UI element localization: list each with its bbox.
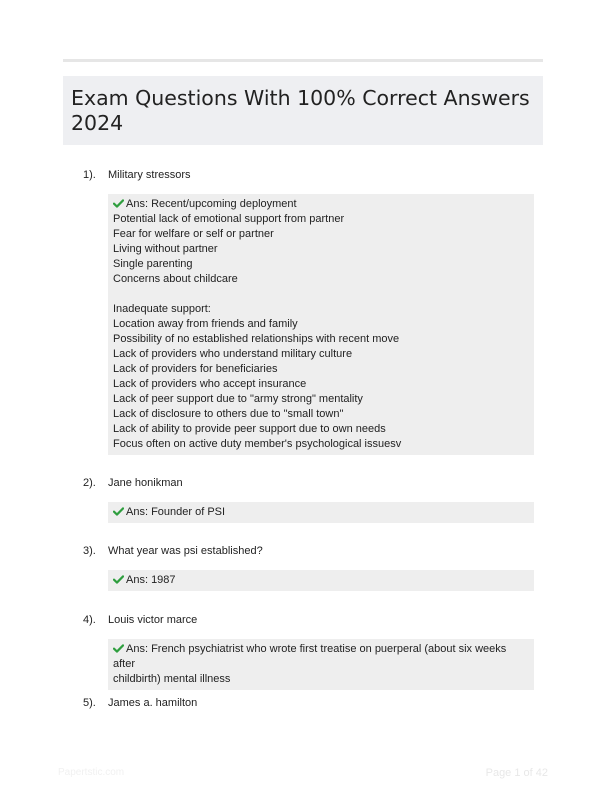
answer-text: Living without partner: [113, 243, 218, 255]
question-text: Jane honikman: [108, 477, 183, 489]
answer-text: Lack of providers for beneficiaries: [113, 363, 278, 375]
document-title: Exam Questions With 100% Correct Answers 2024: [71, 86, 530, 135]
answer-line: [113, 257, 529, 272]
question-text: Louis victor marce: [108, 614, 198, 626]
answer-line: [113, 287, 529, 302]
answer-line: [113, 392, 529, 407]
answer-box: [108, 639, 534, 690]
checkmark-icon: [113, 575, 124, 584]
checkmark-icon: [113, 507, 124, 516]
answer-line: [113, 242, 529, 257]
question-number: 4).: [83, 614, 96, 626]
answer-line: [113, 197, 529, 212]
answer-line: [113, 672, 529, 687]
answer-line: [113, 407, 529, 422]
answer-line: [113, 272, 529, 287]
answer-line: [113, 505, 529, 520]
checkmark-icon: [113, 644, 124, 653]
question-number: 3).: [83, 545, 96, 557]
question-text: What year was psi established?: [108, 545, 263, 557]
answer-text: Ans: Recent/upcoming deployment: [126, 198, 297, 210]
top-divider: [63, 59, 543, 62]
answer-text: Focus often on active duty member's psychological issuesv: [113, 438, 402, 450]
answer-line: [113, 212, 529, 227]
answer-text: Inadequate support:: [113, 303, 211, 315]
answer-line: [113, 377, 529, 392]
answer-line: [113, 642, 529, 672]
answer-line: [113, 362, 529, 377]
title-banner: [63, 76, 543, 145]
question-text: James a. hamilton: [108, 697, 198, 709]
answer-box: [108, 502, 534, 523]
checkmark-icon: [113, 199, 124, 208]
answer-line: [113, 332, 529, 347]
answer-text: Lack of peer support due to "army strong" mentality: [113, 393, 363, 405]
answer-text: Single parenting: [113, 258, 193, 270]
question-number: 2).: [83, 477, 96, 489]
question-text: Military stressors: [108, 169, 191, 181]
answer-box: [108, 570, 534, 591]
answer-line: [113, 227, 529, 242]
answer-text: Lack of ability to provide peer support due to own needs: [113, 423, 386, 435]
question-number: 1).: [83, 169, 96, 181]
answer-box: [108, 194, 534, 455]
answer-text: Location away from friends and family: [113, 318, 298, 330]
answer-line: [113, 302, 529, 317]
answer-text: Potential lack of emotional support from partner: [113, 213, 345, 225]
answer-text: Fear for welfare or self or partner: [113, 228, 274, 240]
footer-watermark: Papertstic.com: [58, 767, 125, 778]
answer-line: [113, 437, 529, 452]
answer-line: [113, 573, 529, 588]
page-number: Page 1 of 42: [485, 767, 548, 779]
answer-text: Ans: 1987: [126, 574, 176, 586]
answer-text: Ans: French psychiatrist who wrote first treatise on puerperal (about six weeks after: [113, 643, 510, 670]
answer-line: [113, 347, 529, 362]
answer-text: Lack of disclosure to others due to "small town": [113, 408, 344, 420]
answer-text: childbirth) mental illness: [113, 673, 231, 685]
answer-text: Ans: Founder of PSI: [126, 506, 226, 518]
answer-text: Concerns about childcare: [113, 273, 238, 285]
answer-line: [113, 317, 529, 332]
answer-text: Lack of providers who accept insurance: [113, 378, 307, 390]
answer-text: Possibility of no established relationships with recent move: [113, 333, 400, 345]
question-number: 5).: [83, 697, 96, 709]
answer-text: Lack of providers who understand military culture: [113, 348, 353, 360]
answer-line: [113, 422, 529, 437]
